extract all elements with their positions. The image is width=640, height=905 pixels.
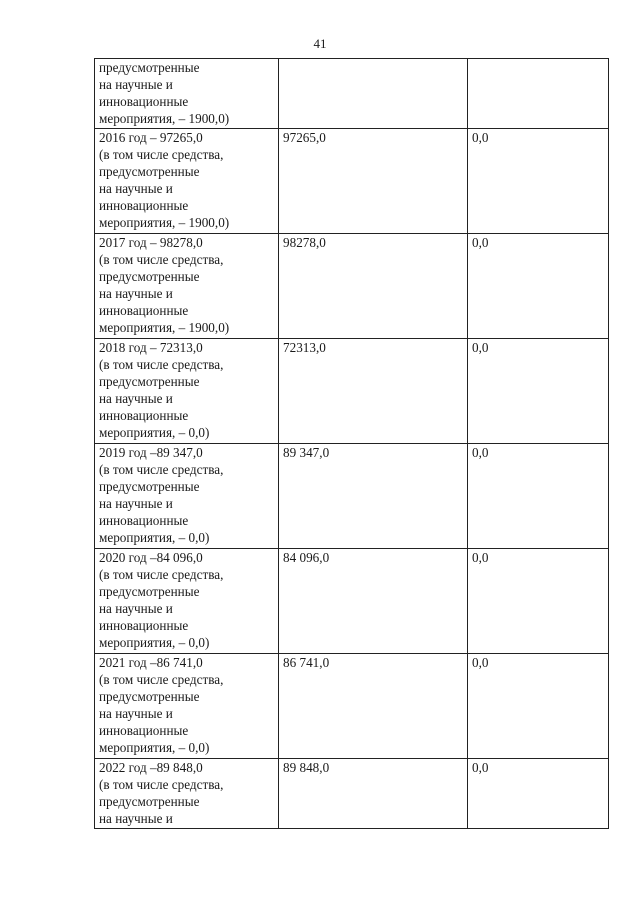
table-row — [95, 339, 609, 444]
row-description: 2017 год – 98278,0 (в том числе средства, предусмотренные на научные и инновационные мероприятия, – 1900,0) — [95, 234, 279, 339]
row-description: 2020 год –84 096,0 (в том числе средства, предусмотренные на научные и инновационные мероприятия, – 0,0) — [95, 549, 279, 654]
row-value — [279, 59, 468, 129]
table-row — [95, 654, 609, 759]
row-extra-value: 0,0 — [468, 654, 609, 759]
row-description: предусмотренные на научные и инновационные мероприятия, – 1900,0) — [95, 59, 279, 129]
row-extra-value: 0,0 — [468, 234, 609, 339]
table-row — [95, 129, 609, 234]
row-extra-value: 0,0 — [468, 444, 609, 549]
row-extra-value: 0,0 — [468, 549, 609, 654]
row-extra-value — [468, 59, 609, 129]
row-value: 89 848,0 — [279, 759, 468, 829]
row-description: 2018 год – 72313,0 (в том числе средства, предусмотренные на научные и инновационные мероприятия, – 0,0) — [95, 339, 279, 444]
row-value: 86 741,0 — [279, 654, 468, 759]
row-value: 97265,0 — [279, 129, 468, 234]
table-row — [95, 59, 609, 129]
table-row — [95, 234, 609, 339]
row-description: 2021 год –86 741,0 (в том числе средства, предусмотренные на научные и инновационные мероприятия, – 0,0) — [95, 654, 279, 759]
row-extra-value: 0,0 — [468, 129, 609, 234]
row-value: 84 096,0 — [279, 549, 468, 654]
row-value: 72313,0 — [279, 339, 468, 444]
row-extra-value: 0,0 — [468, 339, 609, 444]
row-description: 2019 год –89 347,0 (в том числе средства, предусмотренные на научные и инновационные мероприятия, – 0,0) — [95, 444, 279, 549]
row-description: 2016 год – 97265,0 (в том числе средства, предусмотренные на научные и инновационные мероприятия, – 1900,0) — [95, 129, 279, 234]
page-number: 41 — [313, 36, 327, 51]
table-row — [95, 549, 609, 654]
row-value: 89 347,0 — [279, 444, 468, 549]
funding-table — [94, 58, 609, 829]
row-description: 2022 год –89 848,0 (в том числе средства, предусмотренные на научные и — [95, 759, 279, 829]
row-extra-value: 0,0 — [468, 759, 609, 829]
table-row — [95, 444, 609, 549]
table-row — [95, 759, 609, 829]
row-value: 98278,0 — [279, 234, 468, 339]
